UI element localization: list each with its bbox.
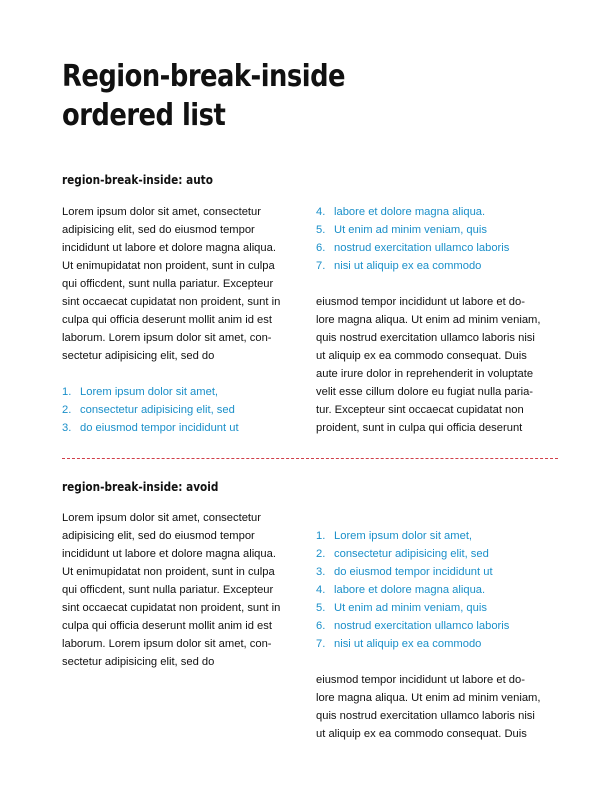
list-item — [62, 383, 306, 401]
list-item-text: Ut enim ad minim veniam, quis — [334, 224, 487, 236]
section-heading-auto: region-break-inside: auto — [62, 172, 213, 187]
text-line: quis nostrud exercitation ullamco laboris nisi — [316, 332, 535, 344]
text-line: velit esse cillum dolore eu fugiat nulla paria- — [316, 386, 534, 398]
auto-left-column — [62, 203, 306, 437]
text-line: incididunt ut labore et dolore magna aliqua. — [62, 548, 276, 560]
text-line: incididunt ut labore et dolore magna aliqua. — [62, 242, 276, 254]
list-item-text: nostrud exercitation ullamco laboris — [334, 620, 510, 632]
list-item — [316, 545, 560, 563]
text-line: laborum. Lorem ipsum dolor sit amet, con- — [62, 332, 272, 344]
text-line: sectetur adipisicing elit, sed do — [62, 350, 215, 362]
auto-left-paragraph — [62, 203, 306, 365]
list-item-number: 7. — [316, 638, 326, 650]
text-line: adipisicing elit, sed do eiusmod tempor — [62, 530, 255, 542]
list-item — [316, 221, 560, 239]
list-item-number: 5. — [316, 224, 326, 236]
text-line: Lorem ipsum dolor sit amet, consectetur — [62, 512, 261, 524]
text-line: Ut enimupidatat non proident, sunt in culpa — [62, 566, 275, 578]
avoid-right-paragraph — [316, 671, 560, 743]
auto-ordered-list-part-1 — [62, 383, 306, 437]
list-item-number: 7. — [316, 260, 326, 272]
list-item-number: 1. — [316, 530, 326, 542]
list-item — [316, 239, 560, 257]
text-line: laborum. Lorem ipsum dolor sit amet, con- — [62, 638, 272, 650]
list-item-number: 2. — [62, 404, 72, 416]
list-item — [316, 635, 560, 653]
text-line: ut aliquip ex ea commodo consequat. Duis — [316, 728, 527, 740]
list-item-text: do eiusmod tempor incididunt ut — [334, 566, 493, 578]
list-item-number: 3. — [62, 422, 72, 434]
avoid-ordered-list — [316, 527, 560, 653]
text-line: proident, sunt in culpa qui officia deserunt — [316, 422, 523, 434]
auto-right-paragraph — [316, 293, 560, 437]
list-item-number: 4. — [316, 206, 326, 218]
text-line: lore magna aliqua. Ut enim ad minim veniam, — [316, 314, 541, 326]
list-item — [316, 257, 560, 275]
section-heading-avoid: region-break-inside: avoid — [62, 479, 219, 494]
list-item — [62, 419, 306, 437]
list-item-number: 5. — [316, 602, 326, 614]
list-item-text: Lorem ipsum dolor sit amet, — [80, 386, 219, 398]
text-line: culpa qui officia deserunt mollit anim id est — [62, 314, 272, 326]
text-line: Lorem ipsum dolor sit amet, consectetur — [62, 206, 261, 218]
list-item-text: consectetur adipisicing elit, sed — [334, 548, 489, 560]
list-item — [316, 563, 560, 581]
text-line: Ut enimupidatat non proident, sunt in culpa — [62, 260, 275, 272]
page-title-line-2: ordered list — [62, 98, 226, 133]
text-line: quis nostrud exercitation ullamco laboris nisi — [316, 710, 535, 722]
list-item-number: 1. — [62, 386, 72, 398]
text-line: culpa qui officia deserunt mollit anim id est — [62, 620, 272, 632]
avoid-right-column — [316, 527, 560, 743]
text-line: sint occaecat cupidatat non proident, sunt in — [62, 296, 281, 308]
list-item-text: nisi ut aliquip ex ea commodo — [334, 260, 482, 272]
list-item-text: labore et dolore magna aliqua. — [334, 584, 486, 596]
list-item — [316, 581, 560, 599]
text-line: eiusmod tempor incididunt ut labore et do- — [316, 296, 525, 308]
section-divider — [62, 458, 558, 459]
list-item-text: labore et dolore magna aliqua. — [334, 206, 486, 218]
list-item-text: consectetur adipisicing elit, sed — [80, 404, 235, 416]
list-item-text: nostrud exercitation ullamco laboris — [334, 242, 510, 254]
page-title-line-1: Region-break-inside — [62, 59, 346, 94]
list-item-number: 6. — [316, 620, 326, 632]
text-line: aute irure dolor in reprehenderit in voluptate — [316, 368, 534, 380]
list-item — [62, 401, 306, 419]
page-title — [62, 57, 423, 135]
list-item-text: Ut enim ad minim veniam, quis — [334, 602, 487, 614]
auto-ordered-list-part-2 — [316, 203, 560, 275]
list-item-number: 4. — [316, 584, 326, 596]
list-item-text: nisi ut aliquip ex ea commodo — [334, 638, 482, 650]
list-item — [316, 599, 560, 617]
list-item-number: 2. — [316, 548, 326, 560]
list-item-number: 3. — [316, 566, 326, 578]
text-line: sectetur adipisicing elit, sed do — [62, 656, 215, 668]
text-line: sint occaecat cupidatat non proident, sunt in — [62, 602, 281, 614]
text-line: adipisicing elit, sed do eiusmod tempor — [62, 224, 255, 236]
list-item-text: do eiusmod tempor incididunt ut — [80, 422, 239, 434]
list-item-number: 6. — [316, 242, 326, 254]
list-item-text: Lorem ipsum dolor sit amet, — [334, 530, 473, 542]
list-item — [316, 527, 560, 545]
text-line: qui officdent, sunt nulla pariatur. Excepteur — [62, 584, 274, 596]
avoid-left-column — [62, 509, 306, 671]
text-line: qui officdent, sunt nulla pariatur. Excepteur — [62, 278, 274, 290]
text-line: ut aliquip ex ea commodo consequat. Duis — [316, 350, 527, 362]
text-line: lore magna aliqua. Ut enim ad minim veniam, — [316, 692, 541, 704]
text-line: eiusmod tempor incididunt ut labore et do- — [316, 674, 525, 686]
text-line: tur. Excepteur sint occaecat cupidatat non — [316, 404, 524, 416]
list-item — [316, 617, 560, 635]
avoid-left-paragraph — [62, 509, 306, 671]
auto-right-column — [316, 203, 560, 437]
list-item — [316, 203, 560, 221]
